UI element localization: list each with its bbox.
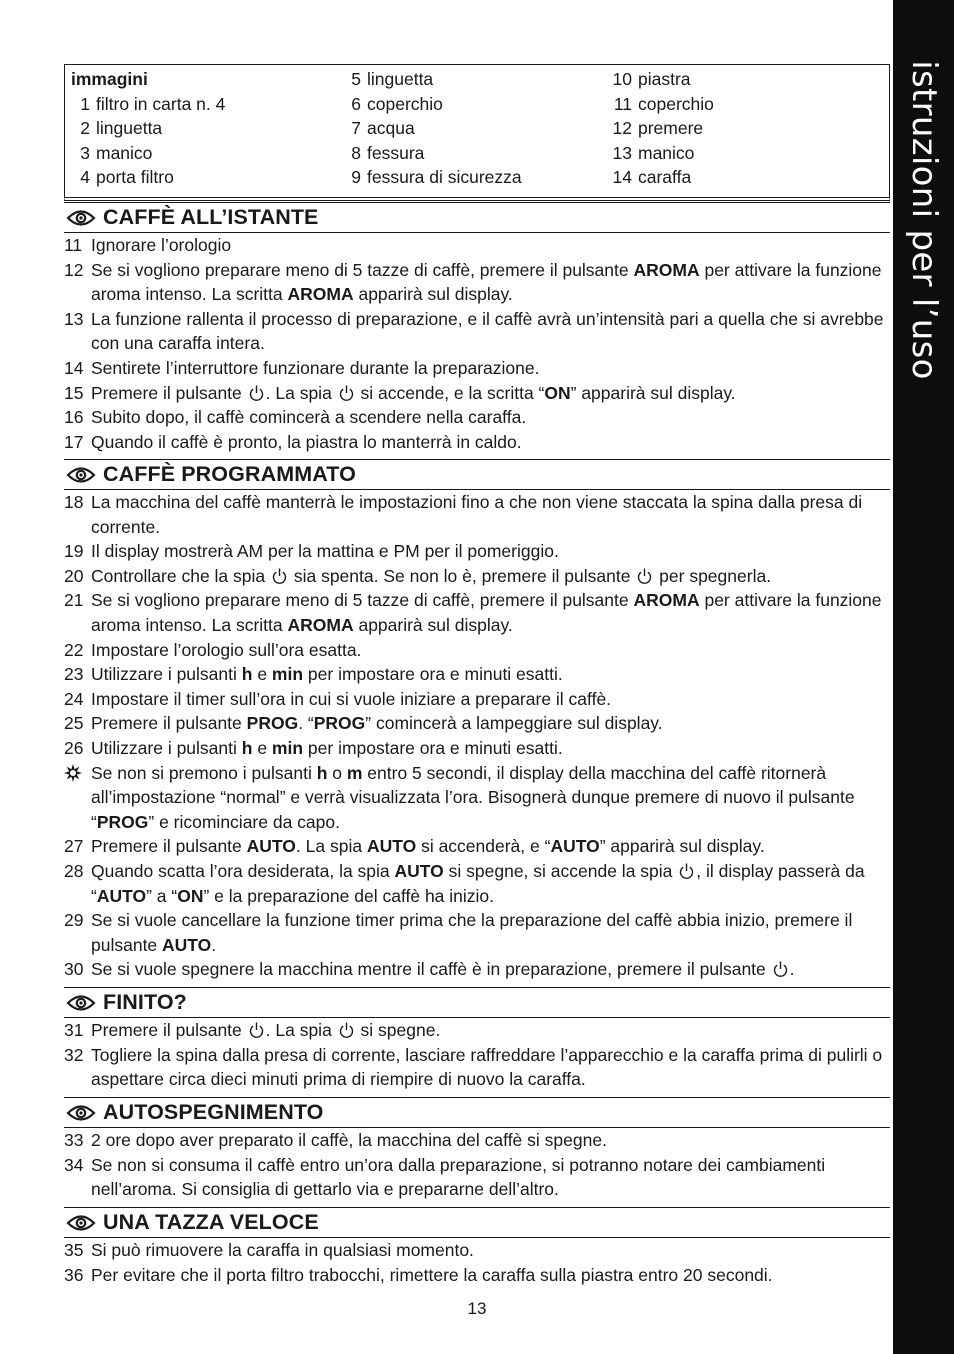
legend-item-label: coperchio <box>367 93 443 114</box>
step-item <box>64 258 890 307</box>
step-number: 22 <box>64 639 84 660</box>
step-number: 31 <box>64 1020 84 1040</box>
keyword: m <box>346 762 363 783</box>
step-text: Se si vogliono preparare meno di 5 tazze di caffè, premere il pulsante AROMA per attivare la funzione aroma intenso. La scritta AROMA apparirà sul display. <box>91 259 882 305</box>
step-text: Se si vuole spegnere la macchina mentre il caffè è in preparazione, premere il pulsante . <box>91 959 795 980</box>
power-icon <box>249 384 264 402</box>
step-text: La funzione rallenta il processo di preparazione, e il caffè avrà un’intensità pari a quella che si avrebbe con una caraffa intera. <box>91 308 884 354</box>
page-number: 13 <box>467 1299 487 1318</box>
section-una-tazza-veloce <box>64 1207 890 1287</box>
legend-item <box>350 92 522 117</box>
step-item <box>64 430 890 455</box>
step-item <box>64 957 890 982</box>
keyword: PROG <box>96 811 149 832</box>
eye-icon <box>66 208 96 228</box>
legend-column-3 <box>612 67 714 190</box>
section-autospegnimento <box>64 1097 890 1202</box>
step-text: 2 ore dopo aver preparato il caffè, la macchina del caffè si spegne. <box>91 1130 607 1150</box>
step-number: 15 <box>64 382 84 403</box>
legend-item-label: caraffa <box>638 167 692 187</box>
power-icon <box>339 384 354 402</box>
legend-item <box>71 116 225 141</box>
legend-item <box>350 116 522 141</box>
legend-item-label: premere <box>638 118 704 138</box>
step-item <box>64 687 890 712</box>
step-number: 18 <box>64 492 84 512</box>
step-item <box>64 539 890 564</box>
keyword: PROG <box>313 713 366 734</box>
section-title: AUTOSPEGNIMENTO <box>103 1100 324 1124</box>
step-item <box>64 1153 890 1202</box>
step-list <box>64 233 890 454</box>
legend-box <box>64 64 890 201</box>
keyword: AUTO <box>246 836 296 857</box>
step-item <box>64 233 890 258</box>
legend-item-number: 11 <box>613 93 632 114</box>
legend-item <box>350 141 522 166</box>
step-number: 26 <box>64 737 84 758</box>
step-item <box>64 859 890 908</box>
step-text: Se si vuole cancellare la funzione timer prima che la preparazione del caffè abbia inizio, premere il pulsante AUTO. <box>91 910 853 955</box>
legend-item-number: 14 <box>612 167 632 187</box>
step-item <box>64 1128 890 1153</box>
step-number: 27 <box>64 836 84 857</box>
legend-column-2 <box>350 67 522 190</box>
step-text: Se si vogliono preparare meno di 5 tazze di caffè, premere il pulsante AROMA per attivare la funzione aroma intenso. La scritta AROMA apparirà sul display. <box>91 590 882 635</box>
step-text: Impostare il timer sull’ora in cui si vuole iniziare a preparare il caffè. <box>91 688 612 709</box>
section-heading <box>64 202 890 233</box>
legend-item-label: manico <box>638 142 695 163</box>
legend-item-number: 3 <box>80 142 90 163</box>
step-number: 28 <box>64 860 84 881</box>
step-number: 12 <box>64 259 84 280</box>
step-number: 33 <box>64 1130 84 1150</box>
legend-item-label: porta filtro <box>96 167 174 187</box>
step-number: 16 <box>64 407 84 428</box>
step-text: Premere il pulsante PROG. “PROG” comincerà a lampeggiare sul display. <box>91 713 663 734</box>
keyword: AROMA <box>633 259 700 280</box>
step-text: Premere il pulsante . La spia si accende, e la scritta “ON” apparirà sul display. <box>91 382 736 403</box>
step-item <box>64 588 890 637</box>
step-number: 14 <box>64 357 84 378</box>
step-list <box>64 1238 890 1287</box>
step-text: Premere il pulsante AUTO. La spia AUTO si accenderà, e “AUTO” apparirà sul display. <box>91 836 765 857</box>
legend-item-number: 5 <box>351 69 361 89</box>
keyword: AUTO <box>96 885 147 906</box>
legend-item <box>71 141 225 166</box>
eye-icon <box>66 1103 96 1123</box>
step-number: 36 <box>64 1264 84 1285</box>
step-item <box>64 638 890 663</box>
legend-item-number: 8 <box>351 142 361 163</box>
eye-icon <box>66 465 96 485</box>
power-icon <box>249 1021 264 1039</box>
keyword: min <box>271 737 304 758</box>
step-number: 21 <box>64 590 84 611</box>
step-item <box>64 356 890 381</box>
power-icon <box>637 567 652 585</box>
section-heading <box>64 1097 890 1128</box>
legend-item-label: filtro in carta n. 4 <box>96 93 226 114</box>
legend-item-label: acqua <box>367 118 415 138</box>
step-item <box>64 405 890 430</box>
keyword: PROG <box>246 713 299 734</box>
step-text: Controllare che la spia sia spenta. Se non lo è, premere il pulsante per spegnerla. <box>91 565 772 586</box>
keyword: AUTO <box>394 860 444 881</box>
legend-title: immagini <box>71 69 148 89</box>
legend-item-label: manico <box>96 142 153 163</box>
step-item <box>64 1018 890 1043</box>
legend-item <box>612 141 714 166</box>
section-caffe-istante <box>64 202 890 454</box>
legend-item-number: 10 <box>612 69 632 89</box>
section-heading <box>64 987 890 1018</box>
legend-item-number: 2 <box>80 118 90 138</box>
step-number: 20 <box>64 565 84 586</box>
keyword: AROMA <box>287 614 354 635</box>
step-item <box>64 1263 890 1288</box>
legend-item <box>71 92 225 117</box>
legend-item <box>350 165 522 190</box>
step-item <box>64 490 890 539</box>
power-icon <box>679 862 694 880</box>
step-number: 32 <box>64 1044 84 1065</box>
step-number: 19 <box>64 541 84 562</box>
section-finito <box>64 987 890 1092</box>
power-icon <box>272 567 287 585</box>
step-number: 29 <box>64 910 84 931</box>
step-list <box>64 1128 890 1202</box>
step-text: Se non si consuma il caffè entro un’ora dalla preparazione, si potranno notare dei cambiamenti nell’aroma. Si consiglia di gettarlo via e prepararne dell’altro. <box>91 1154 826 1200</box>
legend-item <box>612 165 714 190</box>
step-item <box>64 711 890 736</box>
keyword: h <box>316 762 328 783</box>
side-tab-label <box>893 0 954 440</box>
keyword: AUTO <box>550 836 600 857</box>
step-text: Sentirete l’interruttore funzionare durante la preparazione. <box>91 357 540 378</box>
step-number: 13 <box>64 308 84 329</box>
step-text: Quando scatta l’ora desiderata, la spia AUTO si spegne, si accende la spia , il display passerà da “AUTO” a “ON” e la preparazione del caffè ha inizio. <box>91 860 865 906</box>
step-text: Subito dopo, il caffè comincerà a scendere nella caraffa. <box>91 407 527 428</box>
step-number: 34 <box>64 1154 84 1175</box>
side-tab <box>893 0 954 1354</box>
step-number: 25 <box>64 713 84 734</box>
keyword: ON <box>544 382 571 403</box>
section-title: UNA TAZZA VELOCE <box>103 1210 319 1234</box>
step-text: Per evitare che il porta filtro trabocchi, rimettere la caraffa sulla piastra entro 20 secondi. <box>91 1264 773 1285</box>
keyword: AUTO <box>366 836 417 857</box>
step-item <box>64 834 890 859</box>
section-heading <box>64 459 890 490</box>
legend-item-label: piastra <box>638 69 691 89</box>
step-item <box>64 1043 890 1092</box>
legend-item-label: coperchio <box>638 93 714 114</box>
step-number: 30 <box>64 959 84 980</box>
keyword: min <box>271 664 304 685</box>
eye-icon <box>66 993 96 1013</box>
step-number: 11 <box>64 235 83 255</box>
tip-marker <box>64 761 82 786</box>
legend-item-number: 12 <box>612 118 632 138</box>
step-text: Utilizzare i pulsanti h e min per impostare ora e minuti esatti. <box>91 664 563 685</box>
legend-item <box>612 92 714 117</box>
keyword: h <box>241 737 253 758</box>
legend-column-1 <box>71 67 225 190</box>
step-number: 23 <box>64 664 84 685</box>
section-title: CAFFÈ ALL’ISTANTE <box>103 205 319 229</box>
step-text: Ignorare l’orologio <box>91 235 232 255</box>
keyword: ON <box>177 885 204 906</box>
legend-item <box>612 67 714 92</box>
legend-item-number: 6 <box>351 93 361 114</box>
step-item <box>64 307 890 356</box>
section-caffe-programmato <box>64 459 890 982</box>
legend-item-number: 1 <box>80 93 90 114</box>
legend-item <box>350 67 522 92</box>
step-item <box>64 736 890 761</box>
legend-item <box>71 165 225 190</box>
step-text: Il display mostrerà AM per la mattina e PM per il pomeriggio. <box>91 541 559 562</box>
tip-star-icon <box>64 764 82 782</box>
step-text: Se non si premono i pulsanti h o m entro 5 secondi, il display della macchina del caffè ritornerà all’impostazione “normal” e verrà visualizzata l’ora. Bisognerà dunque premere di nuovo il pulsante “PROG” e ricominciare da capo. <box>91 762 855 832</box>
keyword: AROMA <box>287 284 354 305</box>
eye-icon <box>66 1213 96 1233</box>
legend-item-number: 4 <box>80 167 90 187</box>
step-text: Premere il pulsante . La spia si spegne. <box>91 1020 441 1040</box>
step-number: 24 <box>64 688 84 709</box>
step-text: Utilizzare i pulsanti h e min per impostare ora e minuti esatti. <box>91 737 563 758</box>
step-item <box>64 1238 890 1263</box>
step-item <box>64 662 890 687</box>
step-item <box>64 908 890 957</box>
section-heading <box>64 1207 890 1238</box>
legend-item-number: 9 <box>351 167 361 187</box>
keyword: AROMA <box>633 590 700 611</box>
keyword: AUTO <box>162 934 212 955</box>
step-text: Togliere la spina dalla presa di corrente, lasciare raffreddare l’apparecchio e la caraffa prima di pulirli o aspettare circa dieci minuti prima di riempire di nuovo la caraffa. <box>91 1044 883 1090</box>
power-icon <box>773 960 788 978</box>
keyword: h <box>241 664 253 685</box>
step-number: 17 <box>64 431 84 452</box>
step-text: Quando il caffè è pronto, la piastra lo manterrà in caldo. <box>91 431 522 452</box>
legend-item-label: fessura <box>367 142 425 163</box>
legend-item-label: linguetta <box>367 69 434 89</box>
step-item <box>64 564 890 589</box>
step-item <box>64 381 890 406</box>
step-list <box>64 1018 890 1092</box>
side-tab-text: istruzioni per l’uso <box>903 60 944 380</box>
step-list <box>64 490 890 982</box>
step-number: 35 <box>64 1240 84 1260</box>
legend-item-label: linguetta <box>96 118 163 138</box>
legend-item-number: 7 <box>351 118 361 138</box>
step-text: Impostare l’orologio sull’ora esatta. <box>91 639 362 660</box>
step-text: Si può rimuovere la caraffa in qualsiasi momento. <box>91 1240 474 1260</box>
legend-item <box>612 116 714 141</box>
power-icon <box>339 1021 354 1039</box>
tip-item <box>64 761 890 835</box>
step-text: La macchina del caffè manterrà le impostazioni fino a che non viene staccata la spina dalla presa di corrente. <box>91 492 863 537</box>
section-title: CAFFÈ PROGRAMMATO <box>103 462 356 486</box>
legend-item-label: fessura di sicurezza <box>367 167 522 187</box>
section-title: FINITO? <box>103 990 187 1014</box>
legend-item-number: 13 <box>612 142 632 163</box>
